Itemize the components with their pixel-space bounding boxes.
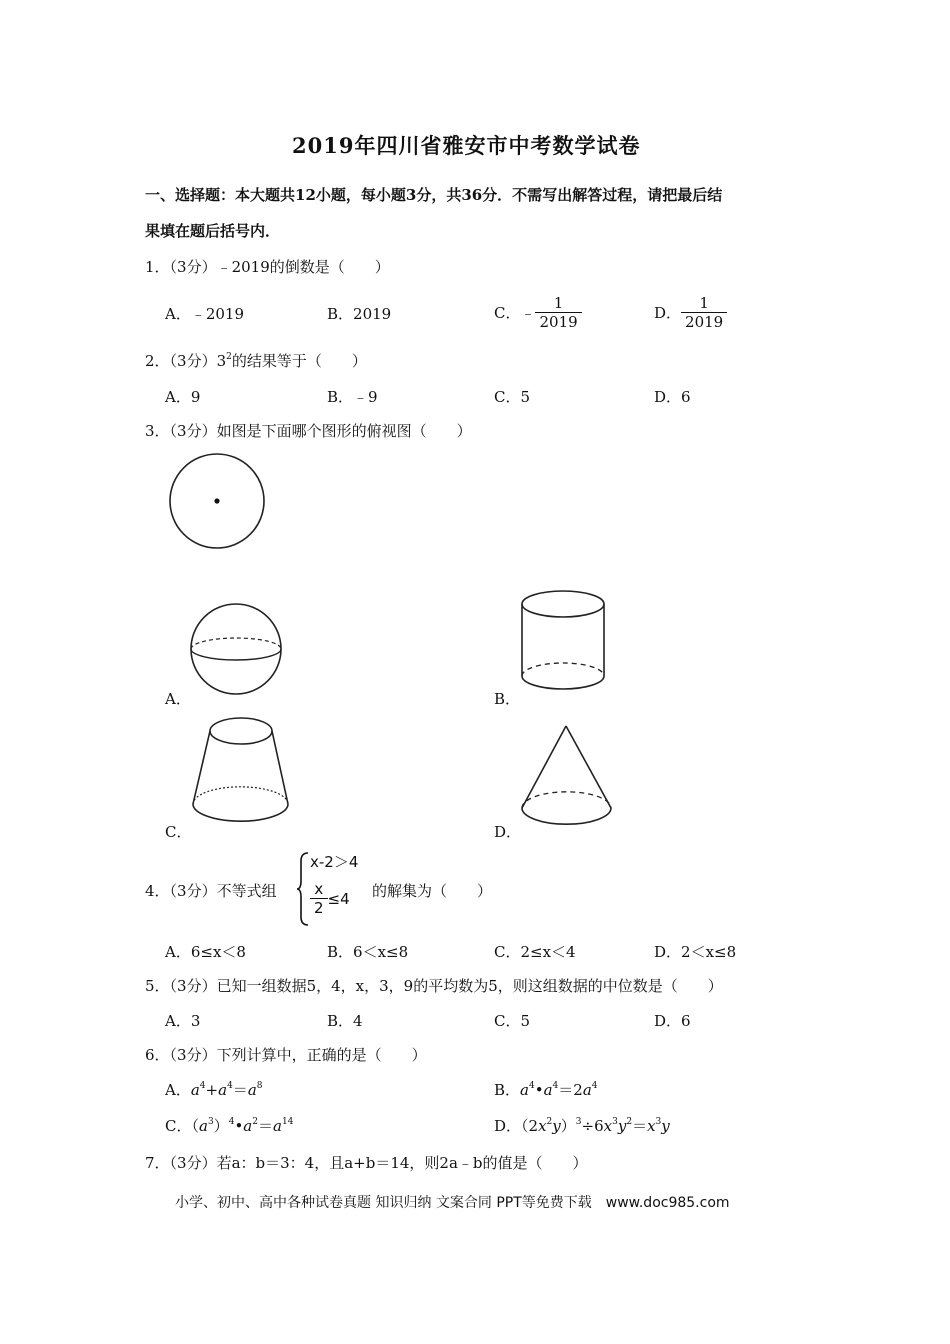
section-heading-cont: 果填在题后括号内．	[145, 222, 281, 240]
page-title: 2019年四川省雅安市中考数学试卷	[292, 133, 641, 158]
question-7: 7．（3分）若a：b＝3：4，且a+b＝14，则2a﹣b的值是（ ）	[145, 1154, 588, 1172]
q3-option-d: D．	[494, 823, 522, 841]
q5-option-d: D．6	[654, 1012, 691, 1030]
question-2: 2．（3分）$3^2$的结果等于（ ）	[145, 352, 367, 370]
question-4-suffix: 的解集为（ ）	[372, 882, 493, 900]
inequality-2: $\frac{x}{2}$ ≤4	[310, 880, 350, 917]
q3-option-b: B．	[494, 690, 521, 708]
inequality-1: x-2＞4	[310, 853, 359, 871]
q1-option-b: B．2019	[327, 305, 392, 323]
q6-option-a: A．$a^4+a^4=a^8$	[165, 1081, 263, 1099]
top-view-figure	[165, 452, 270, 552]
q1-option-c: C．﹣ $\frac{1}{2019}$	[494, 294, 582, 331]
q2-option-b: B．﹣9	[327, 388, 378, 406]
q4-option-c: C．2≤x＜4	[494, 943, 576, 961]
q5-option-b: B．4	[327, 1012, 363, 1030]
frustum-figure	[190, 716, 292, 828]
question-6: 6．（3分）下列计算中，正确的是（ ）	[145, 1046, 427, 1064]
footer-text: 小学、初中、高中各种试卷真题 知识归纳 文案合同 PPT等免费下载 www.doc985.com	[175, 1195, 730, 1211]
q6-option-c: C．$(a^3)^4•a^2=a^{14}$	[165, 1117, 294, 1135]
question-1: 1．（3分）﹣2019的倒数是（ ）	[145, 258, 390, 276]
q3-option-a: A．	[165, 690, 191, 708]
q2-option-d: D．6	[654, 388, 691, 406]
question-3: 3．（3分）如图是下面哪个图形的俯视图（ ）	[145, 422, 472, 440]
q2-option-c: C．5	[494, 388, 531, 406]
section-heading: 一、选择题：本大题共12小题，每小题3分，共36分．不需写出解答过程，请把最后结	[145, 186, 723, 204]
cylinder-figure	[520, 588, 610, 694]
q2-option-a: A．9	[165, 388, 201, 406]
q4-option-d: D．2＜x≤8	[654, 943, 737, 961]
q1-option-a: A．﹣2019	[165, 305, 245, 323]
q4-option-b: B．6＜x≤8	[327, 943, 409, 961]
question-5: 5．（3分）已知一组数据5，4，x，3，9的平均数为5，则这组数据的中位数是（ ）	[145, 977, 723, 995]
sphere-figure	[190, 602, 290, 698]
q6-option-d: D．$(2x^2y)^3\div 6x^3y^2=x^3y$	[494, 1117, 670, 1135]
q5-option-a: A．3	[165, 1012, 201, 1030]
q6-option-b: B．$a^4•a^4=2a^4$	[494, 1081, 598, 1099]
q3-option-c: C．	[165, 823, 192, 841]
question-4-prefix: 4．（3分）不等式组	[145, 882, 277, 900]
q5-option-c: C．5	[494, 1012, 531, 1030]
cone-figure	[520, 724, 616, 830]
q4-option-a: A．6≤x＜8	[165, 943, 246, 961]
brace-icon	[296, 851, 310, 927]
q1-option-d: D． $\frac{1}{2019}$	[654, 294, 727, 331]
